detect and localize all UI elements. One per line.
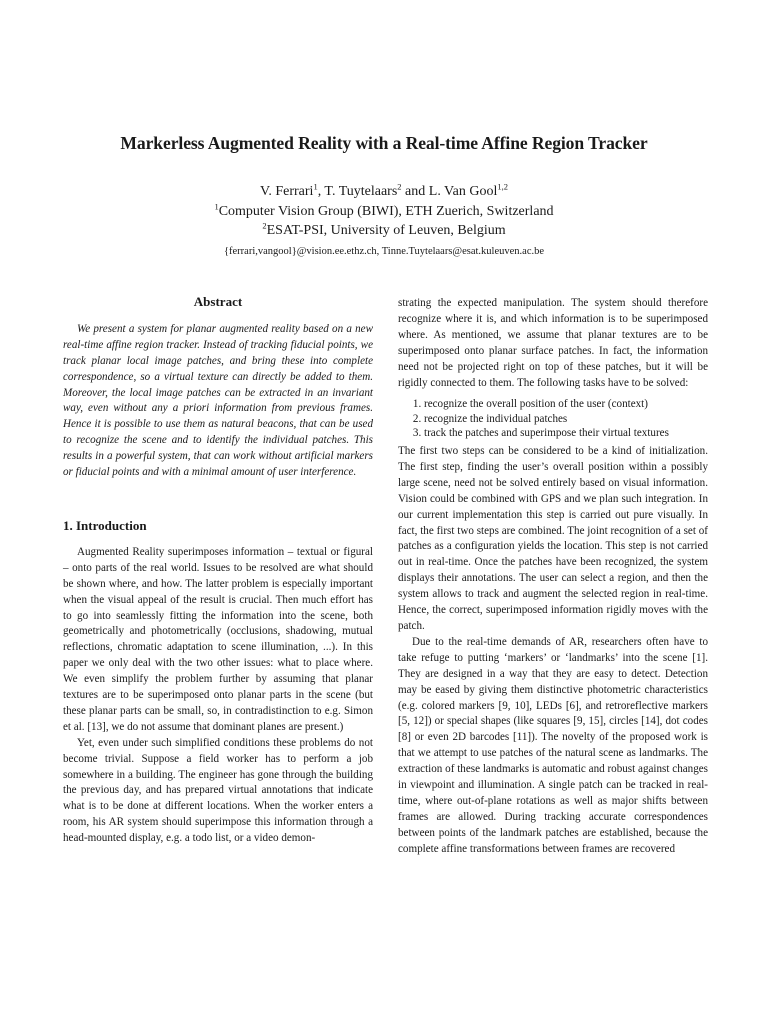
section-heading-introduction: 1. Introduction [63, 517, 147, 533]
affiliation-1-text: Computer Vision Group (BIWI), ETH Zuerich, Switzerland [218, 203, 554, 219]
author-3-affiliation-mark: 1,2 [497, 181, 508, 192]
intro-paragraph-4: Due to the real-time demands of AR, researchers often have to take refuge to putting ‘markers’ or ‘landmarks’ into the scene [1]. They are designed in a way that they are easy to detect. Detection may be eased by giving them distinctive photometric characteristics (e.g. colored markers [9, 10], LEDs [6], and retroreflective markers [5, 12]) or special shapes (like squares [9, 15], circles [14], dot codes [8] or even 2D barcodes [11]). The novelty of the proposed work is that we attempt to use patches of the natural scene as landmarks. The extraction of these landmarks is automatic and robust against changes in viewpoint and illumination. A single patch can be tracked in real-time, where out-of-plane rotations as well as major shifts between frames are allowed. During tracking accurate correspondences between points of the landmark patches are established, because the complete affine transformations between frames are recovered [398, 635, 708, 855]
author-3: and L. Van Gool [401, 184, 498, 199]
left-column [63, 294, 373, 847]
author-2-affiliation-mark: 2 [397, 181, 402, 192]
affiliation-2-mark: 2 [262, 220, 267, 231]
affiliation-2 [0, 221, 768, 241]
author-2: , T. Tuytelaars [317, 184, 398, 199]
affiliation-1-mark: 1 [214, 200, 219, 211]
author-1: V. Ferrari [260, 184, 314, 199]
affiliation-1 [0, 202, 768, 222]
author-1-affiliation-mark: 1 [313, 181, 318, 192]
author-emails: {ferrari,vangool}@vision.ee.ethz.ch, Tinne.Tuytelaars@esat.kuleuven.ac.be [223, 245, 545, 257]
intro-paragraph-2: Yet, even under such simplified conditions these problems do not become trivial. Suppose a field worker has to perform a job somewhere in a building. The engineer has gone through the building the previous day, and has prepared virtual annotations that indicate what is to be done at different locations. When the worker enters a room, his AR system should superimpose this information through a head-mounted display, e.g. a todo list, or a video demon- [63, 736, 373, 845]
abstract-heading: Abstract [193, 294, 243, 309]
intro-paragraph-3: The first two steps can be considered to be a kind of initialization. The first step, finding the user’s overall position within a possibly large scene, need not be solved entirely based on visual information. Vision could be combined with GPS and we plan such integration. In our current implementation this step is carried out pure visually. In fact, the first two steps are combined. The joint recognition of a set of patches as a configuration yields the location. This step is not carried out in real-time. Once the patches have been recognized, the system displays their annotations. The user can select a region, and then the system allows to track and augment the selected region in real-time. Hence, the correct, superimposed information rigidly moves with the patch. [398, 445, 708, 633]
intro-paragraph-2-continued: strating the expected manipulation. The system should therefore recognize where it is, and which information is to be superimposed where. As mentioned, we assume that planar textures are to be superimposed onto planar surface patches. In fact, the information need not be projected right on top of these patches, but it will be rigidly connected to them. The following tasks have to be solved: [398, 297, 708, 389]
affiliation-2-text: ESAT-PSI, University of Leuven, Belgium [266, 223, 506, 238]
task-item: 1. recognize the overall position of the user (context) [424, 397, 708, 411]
right-column [398, 296, 708, 858]
task-list [398, 397, 708, 440]
author-names [0, 182, 768, 202]
intro-paragraph-1: Augmented Reality superimposes information – textual or figural – onto parts of the real world. Issues to be resolved are what should be shown where, and how. The latter problem is especially important when the visual appeal of the result is crucial. Then much effort has to go into seamlessly fitting the information into the scene, both geometrically and photometrically (occlusions, shadowing, mutual reflections, chromatic adaptation to scene illumination, ...). In this paper we only deal with the two other issues: what to place where. We even simplify the problem further by assuming that planar textures are to be superimposed onto planar parts in the scene (but these planar parts can be small, so, in contradistinction to e.g. Simon et al. [13], we do not assume that dominant planes are present.) [63, 545, 373, 733]
task-item: 2. recognize the individual patches [424, 412, 708, 426]
author-block [0, 182, 768, 263]
paper-title: Markerless Augmented Reality with a Real-time Affine Region Tracker [120, 133, 648, 153]
abstract-text: We present a system for planar augmented reality based on a new real-time affine region tracker. Instead of tracking fiducial points, we track planar local image patches, and bring these into complete correspondence, so a virtual texture can directly be added to them. Moreover, the local image patches can be extracted in an invariant way, even without any a priori information from previous frames. Hence it is possible to use them as natural beacons, that can be used to recognize the scene and to identify the individual patches. This results in a powerful system, that can work without artificial markers or fiducial points and with a minimal amount of user interference. [63, 322, 373, 479]
task-item: 3. track the patches and superimpose their virtual textures [424, 426, 708, 440]
